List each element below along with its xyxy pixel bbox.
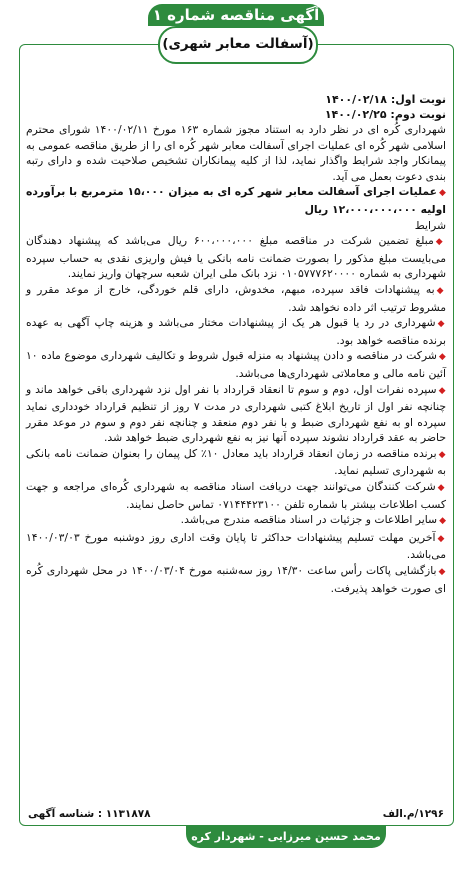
operation-text: عملیات اجرای آسفالت معابر شهر کره ای به میزان ۱۵،۰۰۰ مترمربع با برآورده اولیه ۱۲،۰۰۰،۰۰۰،۰۰۰ ریال [26, 185, 446, 216]
second-publication-date: نوبت دوم: ۱۴۰۰/۰۲/۲۵ [324, 108, 446, 121]
condition-item [26, 479, 446, 512]
diamond-bullet-icon: ◆ [435, 237, 446, 248]
diamond-bullet-icon: ◆ [437, 533, 446, 544]
footer-row [28, 808, 444, 824]
operation-item [26, 184, 446, 217]
condition-text: سایر اطلاعات و جزئیات در اسناد مناقصه مندرج می‌باشد. [180, 513, 438, 527]
mayor-signature: محمد حسین میرزایی - شهردار کره ای [186, 826, 386, 848]
first-publication-date: نوبت اول: ۱۴۰۰/۰۲/۱۸ [325, 93, 446, 106]
condition-text: شرکت در مناقصه و دادن پیشنهاد به منزله قبول شروط و تکالیف شهرداری موضوع ماده ۱۰ آئین نامه مالی و معاملاتی شهرداری‌ها می‌باشد. [26, 349, 446, 380]
condition-item [26, 348, 446, 381]
diamond-bullet-icon: ◆ [436, 285, 446, 296]
condition-text: برنده مناقصه در زمان انعقاد قرارداد باید معادل ۱۰٪ کل پیمان را بعنوان ضمانت نامه بانکی به شهرداری تسلیم نماید. [26, 446, 446, 478]
conditions-label: شرایط [414, 218, 446, 232]
condition-text: آخرین مهلت تسلیم پیشنهادات حداکثر تا پایان وقت اداری روز دوشنبه مورخ ۱۴۰۰/۰۳/۰۳ می‌باشد. [26, 530, 446, 562]
notice-title: آگهی مناقصه شماره ۱ [148, 4, 324, 26]
diamond-bullet-icon: ◆ [438, 567, 447, 578]
condition-item [26, 563, 446, 596]
ad-identifier: ۱۱۳۱۸۷۸ : شناسه آگهی [28, 808, 151, 820]
condition-text: شرکت کنندگان می‌توانند جهت دریافت اسناد مناقصه به شهرداری کُره‌ای مراجعه و جهت کسب اطلاعات بیشتر با شماره تلفن ۰۷۱۴۴۴۲۳۱۰۰ تماس حاصل نمایند. [26, 480, 446, 511]
notice-subtitle: (آسفالت معابر شهری) [158, 26, 318, 64]
diamond-bullet-icon: ◆ [439, 516, 446, 527]
diamond-bullet-icon: ◆ [437, 319, 446, 330]
notice-body [26, 92, 446, 596]
condition-item [26, 233, 446, 282]
reference-code: ۱۲۹۶/م.الف [382, 808, 444, 820]
condition-text: به پیشنهادات فاقد سپرده، مبهم، مخدوش، دارای قلم خوردگی، خارج از موعد مقرر و مشروط ترتیب اثر داده نخواهد شد. [26, 282, 446, 314]
condition-item [26, 530, 446, 563]
diamond-bullet-icon: ◆ [438, 385, 446, 396]
diamond-bullet-icon: ◆ [438, 352, 446, 363]
condition-item [26, 512, 446, 530]
condition-item [26, 315, 446, 348]
condition-item [26, 382, 446, 446]
diamond-bullet-icon: ◆ [439, 188, 447, 199]
condition-text: شهرداری در رد یا قبول هر یک از پیشنهادات مختار می‌باشد و هزینه چاپ آگهی به عهده برنده مناقصه خواهد بود. [26, 316, 446, 347]
condition-item [26, 446, 446, 479]
intro-paragraph: شهرداری کُره ای در نظر دارد به استناد مجوز شماره ۱۶۳ مورخ ۱۴۰۰/۰۲/۱۱ شورای محترم اسلامی شهر کُره ای عملیات اجرای آسفالت معابر شهر کُره ای را از طریق مناقصه عمومی به پیمانکار واجد شرایط واگذار نماید، لذا از کلیه پیمانکاران تشخیص صلاحیت شده و دارای رتبه بندی دعوت بعمل می آید. [25, 123, 446, 183]
diamond-bullet-icon: ◆ [437, 483, 446, 494]
condition-text: سپرده نفرات اول، دوم و سوم تا انعقاد قرارداد با نفر اول نزد شهرداری باقی خواهد ماند و چنانچه نفر اول از تاریخ ابلاغ کتبی شهرداری در مدت ۷ روز از تنظیم قرارداد خودداری نماید سپرده او به نفع شهرداری ضبط و با نفر دوم منعقد و چنانچه نفر دوم و سوم در موعد مقرر حاضر به عقد قرارداد نشوند سپرده آنها نیز به نفع شهرداری ضبط خواهد شد. [26, 382, 446, 445]
condition-text: بازگشایی پاکات رأس ساعت ۱۴/۳۰ روز سه‌شنبه مورخ ۱۴۰۰/۰۳/۰۴ در محل شهرداری کُره ای صورت خواهد پذیرفت. [26, 564, 446, 595]
condition-item [26, 282, 446, 315]
condition-text: مبلغ تضمین شرکت در مناقصه مبلغ ۶۰۰،۰۰۰،۰۰۰ ریال می‌باشد که پیشنهاد دهندگان می‌بایست مبلغ مذکور را بصورت ضمانت نامه بانکی یا فیش واریزی نقدی به حساب سپرده شهرداری به شماره ۰۱۰۵۷۷۷۶۲۰۰۰۰ نزد بانک ملی ایران شعبه سرچهان واریز نمایند. [26, 234, 446, 281]
diamond-bullet-icon: ◆ [438, 449, 446, 460]
